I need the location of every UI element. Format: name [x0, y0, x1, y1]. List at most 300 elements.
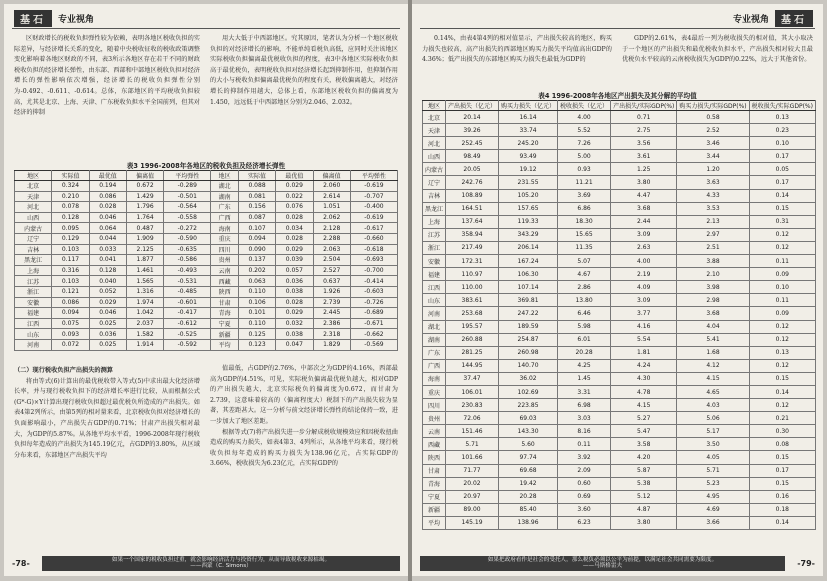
table-cell: 江西 [15, 318, 52, 329]
table-cell: 4.04 [677, 320, 749, 333]
table-cell: 西藏 [423, 438, 446, 451]
table3 [14, 170, 398, 351]
table-row [423, 372, 816, 385]
table-cell: 2.13 [677, 215, 749, 228]
table-row [423, 215, 816, 228]
table-cell: -0.590 [164, 233, 211, 244]
table-cell: 0.12 [749, 359, 815, 372]
table-cell: 0.029 [276, 244, 313, 255]
column-header: 产出损失/实际GDP(%) [611, 101, 677, 111]
table-row [423, 399, 816, 412]
table-cell: 3.46 [677, 137, 749, 150]
table-cell: 5.98 [558, 320, 611, 333]
table-cell: 0.093 [52, 329, 89, 340]
table-cell: 2.504 [313, 255, 350, 266]
table-cell: 1.582 [126, 329, 163, 340]
table-cell: 0.028 [276, 297, 313, 308]
table-cell: 0.103 [52, 244, 89, 255]
table-row [423, 228, 816, 241]
table-cell: 0.095 [52, 223, 89, 234]
table-cell: 3.80 [611, 516, 677, 529]
paragraph: 将由等式(6)计算出的最优税收带入等式(5)中求出最大化经济增长率，并与现行税收负担下的经济增长率进行比较，从而根据公式(G*-G)×Y计算出现行税收负担超过最优税负所造成的产出损失。如表4第2列所示，由第5列的相对量来看，北京税收负担对经济增长的负面影响最小，产出损失占GDP的0.71%；甘肃产出损失相对最大，为GDP的5.87%。从各地平均水平看，1996-2008年现行税收负担每年造成的产出损失为145.19亿元，占GDP的3.80%，从区域分布来看，东部地区产出损失平均 [14, 377, 200, 459]
table-cell: 6.01 [558, 333, 611, 346]
table-cell: 四川 [211, 244, 239, 255]
table-cell: 19.12 [499, 163, 558, 176]
paragraph-list [210, 34, 398, 108]
left-col2-text [210, 34, 398, 156]
table-cell: 2.318 [313, 329, 350, 340]
table-cell: 0.076 [276, 202, 313, 213]
table-cell: 5.41 [677, 333, 749, 346]
right-footer [420, 556, 815, 570]
table-cell: 2.10 [677, 268, 749, 281]
table-cell: 13.80 [558, 294, 611, 307]
table-cell: 18.30 [558, 215, 611, 228]
table-row [423, 425, 816, 438]
column-header: 平均弹性 [350, 171, 397, 181]
table-cell: 93.49 [499, 150, 558, 163]
table-row [423, 111, 816, 124]
table-cell: 1.68 [677, 346, 749, 359]
table-cell: 0.210 [52, 191, 89, 202]
table-row [423, 464, 816, 477]
table-cell: 5.23 [677, 477, 749, 490]
table-cell: 0.087 [238, 212, 275, 223]
table-cell: 3.56 [611, 137, 677, 150]
table-cell: 1.914 [126, 339, 163, 350]
table-cell: 0.029 [89, 297, 126, 308]
table-cell: 0.034 [276, 223, 313, 234]
table-cell: 4.95 [677, 490, 749, 503]
table-cell: 4.47 [611, 189, 677, 202]
table-cell: 四川 [423, 399, 446, 412]
table-cell: 安徽 [423, 255, 446, 268]
table-cell: 6.98 [558, 399, 611, 412]
left-col3-text [14, 364, 200, 548]
table-cell: 0.038 [276, 286, 313, 297]
table-cell: 5.00 [558, 150, 611, 163]
table-cell: 5.06 [677, 412, 749, 425]
table-cell: 辽宁 [423, 176, 446, 189]
table-cell: 2.060 [313, 181, 350, 192]
table-cell: -0.700 [350, 265, 397, 276]
table-cell: 6.46 [558, 307, 611, 320]
table-cell: 144.95 [446, 359, 499, 372]
table-cell: 河北 [423, 137, 446, 150]
table-cell: 北京 [15, 181, 52, 192]
table-cell: 0.125 [238, 329, 275, 340]
table-cell: 5.71 [446, 438, 499, 451]
table-cell: -0.417 [164, 308, 211, 319]
table-row [15, 339, 398, 350]
table-cell: 1.461 [126, 265, 163, 276]
table-row [15, 244, 398, 255]
table-cell: 浙江 [15, 286, 52, 297]
table-cell: 1.764 [126, 212, 163, 223]
table-header-row [15, 171, 398, 181]
right-header [727, 10, 813, 26]
table-cell: -0.612 [164, 318, 211, 329]
table-cell: 11.21 [558, 176, 611, 189]
column-header: 实际值 [52, 171, 89, 181]
table-cell: 0.075 [52, 318, 89, 329]
table-cell: 0.128 [52, 212, 89, 223]
table-cell: 5.54 [611, 333, 677, 346]
table-cell: 贵州 [423, 412, 446, 425]
table-row [423, 438, 816, 451]
table-cell: 0.12 [749, 228, 815, 241]
table-cell: 4.09 [611, 281, 677, 294]
table-cell: -0.569 [350, 339, 397, 350]
table-cell: 湖南 [423, 333, 446, 346]
table-cell: 云南 [211, 265, 239, 276]
table-cell: 0.137 [238, 255, 275, 266]
table-cell: 0.121 [52, 286, 89, 297]
table-cell: 3.66 [677, 516, 749, 529]
table-cell: -0.689 [350, 308, 397, 319]
table-cell: 0.106 [238, 297, 275, 308]
table-cell: 吉林 [423, 189, 446, 202]
paragraph-list [14, 366, 200, 461]
table-cell: 黑龙江 [15, 255, 52, 266]
table-cell: 福建 [423, 268, 446, 281]
table-cell: 0.11 [749, 294, 815, 307]
table-cell: -0.289 [164, 181, 211, 192]
table-cell: 0.14 [749, 385, 815, 398]
table-cell: 0.081 [238, 191, 275, 202]
table-cell: 0.046 [89, 212, 126, 223]
table-cell: 2.037 [126, 318, 163, 329]
table-cell: 119.33 [499, 215, 558, 228]
table-cell: -0.414 [350, 276, 397, 287]
table-cell: 242.76 [446, 176, 499, 189]
section-title: 专业视角 [58, 14, 95, 25]
table-cell: 湖北 [423, 320, 446, 333]
table-row [423, 124, 816, 137]
table-cell: 1.565 [126, 276, 163, 287]
table-cell: -0.671 [350, 318, 397, 329]
table-row [15, 202, 398, 213]
table-cell: 0.107 [238, 223, 275, 234]
table-cell: 海南 [423, 372, 446, 385]
table-cell: 3.88 [677, 255, 749, 268]
table-row [15, 297, 398, 308]
table-cell: 167.24 [499, 255, 558, 268]
table-cell: 0.60 [558, 477, 611, 490]
table-cell: 1.042 [126, 308, 163, 319]
column-header: 最优值 [89, 171, 126, 181]
table-cell: 青海 [211, 308, 239, 319]
table-cell: 2.52 [677, 124, 749, 137]
table-cell: 97.74 [499, 451, 558, 464]
table-cell: 1.974 [126, 297, 163, 308]
table-cell: 4.20 [611, 451, 677, 464]
table-cell: -0.485 [164, 286, 211, 297]
table-cell: 0.194 [89, 181, 126, 192]
table-cell: 0.072 [52, 339, 89, 350]
table-cell: 11.35 [558, 241, 611, 254]
table-cell: 138.96 [499, 516, 558, 529]
table-cell: 4.15 [677, 372, 749, 385]
section-title: 专业视角 [732, 14, 769, 25]
table-row [423, 137, 816, 150]
table-cell: 358.94 [446, 228, 499, 241]
table-cell: 0.044 [89, 233, 126, 244]
table-cell: 108.89 [446, 189, 499, 202]
left-col1-text [14, 34, 200, 156]
table-cell: 1.429 [126, 191, 163, 202]
table-cell: 0.17 [749, 176, 815, 189]
table-row [15, 233, 398, 244]
table-cell: 0.038 [276, 329, 313, 340]
table-cell: 1.877 [126, 255, 163, 266]
table-cell: 3.50 [677, 438, 749, 451]
table-cell: 0.13 [749, 346, 815, 359]
table-cell: 0.16 [749, 490, 815, 503]
table-cell: 0.090 [238, 244, 275, 255]
table-cell: 上海 [423, 215, 446, 228]
table-cell: 0.094 [52, 308, 89, 319]
table-cell: 106.01 [446, 385, 499, 398]
table-cell: 3.68 [611, 202, 677, 215]
table-cell: 8.16 [558, 425, 611, 438]
table-row [15, 191, 398, 202]
header-rule [12, 28, 400, 29]
table-cell: 0.17 [749, 150, 815, 163]
table-cell: 106.30 [499, 268, 558, 281]
table-cell: 2.288 [313, 233, 350, 244]
table-cell: 20.28 [499, 490, 558, 503]
table-cell: 16.14 [499, 111, 558, 124]
table-cell: 343.29 [499, 228, 558, 241]
table-cell: 4.00 [611, 255, 677, 268]
table-cell: 0.15 [749, 202, 815, 215]
table-cell: 0.041 [89, 255, 126, 266]
table-cell: 89.00 [446, 503, 499, 516]
table-cell: 2.63 [611, 241, 677, 254]
table-row [423, 346, 816, 359]
table-cell: -0.272 [164, 223, 211, 234]
table-cell: 5.87 [611, 464, 677, 477]
table-cell: 0.156 [238, 202, 275, 213]
table-cell: 0.10 [749, 281, 815, 294]
table-cell: 4.15 [611, 399, 677, 412]
table-cell: 0.123 [238, 339, 275, 350]
table-cell: 369.81 [499, 294, 558, 307]
table-cell: 3.68 [677, 307, 749, 320]
table-cell: 247.22 [499, 307, 558, 320]
table4 [422, 100, 816, 530]
table-row [15, 308, 398, 319]
table-cell: 164.51 [446, 202, 499, 215]
table-cell: 陕西 [423, 451, 446, 464]
table-cell: 河南 [423, 307, 446, 320]
table-cell: 5.47 [611, 425, 677, 438]
table-cell: 37.47 [446, 372, 499, 385]
table-cell: 山东 [423, 294, 446, 307]
table-row [423, 268, 816, 281]
table-cell: 黑龙江 [423, 202, 446, 215]
table-cell: 1.20 [677, 163, 749, 176]
page-number: -78- [12, 558, 30, 568]
table-cell: -0.558 [164, 212, 211, 223]
table-cell: 33.74 [499, 124, 558, 137]
table-cell: 西藏 [211, 276, 239, 287]
footer-quote: 如果把政府看作是社会的受托人，那么税负必须以公平为前提，以满足社会共同需要为限度。 ——马斯格雷夫 [420, 556, 785, 571]
table-cell: 105.20 [499, 189, 558, 202]
table3-caption: 表3 1996-2008年各地区的税收负担及经济增长弹性 [126, 162, 286, 170]
table-cell: 217.49 [446, 241, 499, 254]
table-cell: 广西 [211, 212, 239, 223]
table-cell: -0.525 [164, 329, 211, 340]
paragraph-list [422, 34, 612, 66]
table-cell: 辽宁 [15, 233, 52, 244]
table-cell: 5.12 [611, 490, 677, 503]
table-cell: 0.487 [126, 223, 163, 234]
table-cell: 0.088 [238, 181, 275, 192]
table-cell: 天津 [15, 191, 52, 202]
table-cell: 4.05 [677, 451, 749, 464]
table-cell: 3.03 [558, 412, 611, 425]
table-cell: 4.65 [677, 385, 749, 398]
table-row [423, 255, 816, 268]
table-cell: 2.09 [558, 464, 611, 477]
table-cell: -0.707 [350, 191, 397, 202]
table-cell: 6.86 [558, 202, 611, 215]
table-cell: 山东 [15, 329, 52, 340]
table-cell: 4.33 [677, 189, 749, 202]
brand-logo: 基石 [775, 10, 813, 27]
table-cell: 0.040 [89, 276, 126, 287]
right-col1-text [422, 34, 612, 86]
table-cell: 2.063 [313, 244, 350, 255]
table-cell: 0.036 [276, 276, 313, 287]
table-cell: 浙江 [423, 241, 446, 254]
column-header: 实际值 [238, 171, 275, 181]
table-cell: 1.829 [313, 339, 350, 350]
table-cell: 6.23 [558, 516, 611, 529]
table-cell: 0.21 [749, 412, 815, 425]
paragraph: GDP的2.61%，表4最后一列为税收损失的相对值，其大小取决于一个地区的产出损失和最优税收负担水平，产出损失相对较大且最优税负水平较高的云南税收损失为GDP的0.22%，远大于其他省份。 [622, 35, 813, 64]
table-cell: 平均 [423, 516, 446, 529]
table-cell: -0.501 [164, 191, 211, 202]
table-row [423, 333, 816, 346]
table-cell: 0.029 [276, 181, 313, 192]
table-cell: 内蒙古 [423, 163, 446, 176]
table-row [15, 286, 398, 297]
table-cell: 5.60 [499, 438, 558, 451]
table-row [423, 503, 816, 516]
header-rule [420, 28, 815, 29]
table-cell: 137.64 [446, 215, 499, 228]
table-cell: -0.726 [350, 297, 397, 308]
table-cell: 2.51 [677, 241, 749, 254]
table-cell: -0.531 [164, 276, 211, 287]
table-cell: 0.324 [52, 181, 89, 192]
table-cell: 253.68 [446, 307, 499, 320]
table-cell: 7.26 [558, 137, 611, 150]
table-row [15, 318, 398, 329]
table-cell: 4.87 [611, 503, 677, 516]
table-row [423, 163, 816, 176]
table-cell: 20.05 [446, 163, 499, 176]
table-cell: -0.635 [164, 244, 211, 255]
table-cell: 3.09 [611, 294, 677, 307]
table-cell: 0.110 [238, 286, 275, 297]
table-cell: 甘肃 [211, 297, 239, 308]
table-cell: 0.086 [52, 297, 89, 308]
table-cell: 2.062 [313, 212, 350, 223]
table-cell: 平均 [211, 339, 239, 350]
table-cell: 0.101 [238, 308, 275, 319]
table-cell: 0.17 [749, 464, 815, 477]
table-cell: 0.078 [52, 202, 89, 213]
table-cell: 0.028 [276, 233, 313, 244]
table-cell: 1.909 [126, 233, 163, 244]
table-cell: 1.796 [126, 202, 163, 213]
table-cell: 0.672 [126, 181, 163, 192]
table-cell: 0.12 [749, 320, 815, 333]
table-row [423, 281, 816, 294]
table-cell: 4.30 [611, 372, 677, 385]
paragraph: 区财政增长的税收负担弹性较为依赖，表明各地区税收负担的实际差异，与经济增长关系的变化，随着中央税收征收的税收政策调整变化影响着各地区财政的不同，表3所示各地区存在若干不同的财政税收负担的经济增长弹性，由东部、西部和中部地区税收负担对经济增长的弹性影响依次增强，经济增长的税收负担弹性分别为-0.492、-0.611、-0.614。总体，东部地区的平均税收负担较高，尤其是北京、上海、天津、广东税收负担水平全国前列，但其对经济的抑制 [14, 35, 200, 117]
table-cell: 172.31 [446, 255, 499, 268]
table-row [423, 516, 816, 529]
table-cell: 海南 [211, 223, 239, 234]
table-body [15, 181, 398, 351]
column-header: 偏离值 [313, 171, 350, 181]
table-cell: 230.83 [446, 399, 499, 412]
table-row [423, 385, 816, 398]
table-cell: 山西 [15, 212, 52, 223]
table-cell: 0.094 [238, 233, 275, 244]
table-cell: 北京 [423, 111, 446, 124]
table-cell: 0.086 [89, 191, 126, 202]
table-cell: -0.662 [350, 329, 397, 340]
table-cell: 0.022 [276, 191, 313, 202]
table-cell: 20.28 [558, 346, 611, 359]
table-cell: 2.445 [313, 308, 350, 319]
footer-quote: 如果一个国家的税收负担过重，就会影响经济活力与投资行为，从而导致税收来源枯竭。 ——西蒙（C. Simons） [42, 556, 400, 571]
table-cell: 2.75 [611, 124, 677, 137]
table-cell: 36.02 [499, 372, 558, 385]
table-cell: 吉林 [15, 244, 52, 255]
table-cell: 0.15 [749, 451, 815, 464]
table-cell: 0.14 [749, 516, 815, 529]
table-cell: -0.400 [350, 202, 397, 213]
subsection-heading: （二）现行税收负担产出损失的测算 [14, 367, 113, 374]
table-header-row [423, 101, 816, 111]
table-cell: 3.09 [611, 228, 677, 241]
table-cell: 0.057 [276, 265, 313, 276]
table-cell: 贵州 [211, 255, 239, 266]
table-cell: 101.66 [446, 451, 499, 464]
table-cell: 110.97 [446, 268, 499, 281]
table-cell: 江苏 [423, 228, 446, 241]
table-cell: 云南 [423, 425, 446, 438]
table-cell: 254.87 [499, 333, 558, 346]
table-cell: 4.00 [558, 111, 611, 124]
column-header: 税收损失（亿元） [558, 101, 611, 111]
table-cell: 0.18 [749, 503, 815, 516]
table-cell: 0.23 [749, 124, 815, 137]
table-cell: 0.93 [558, 163, 611, 176]
table-cell: 383.61 [446, 294, 499, 307]
table-cell: 1.316 [126, 286, 163, 297]
table-cell: 宁夏 [211, 318, 239, 329]
table-cell: -0.564 [164, 202, 211, 213]
table-cell: 102.69 [499, 385, 558, 398]
